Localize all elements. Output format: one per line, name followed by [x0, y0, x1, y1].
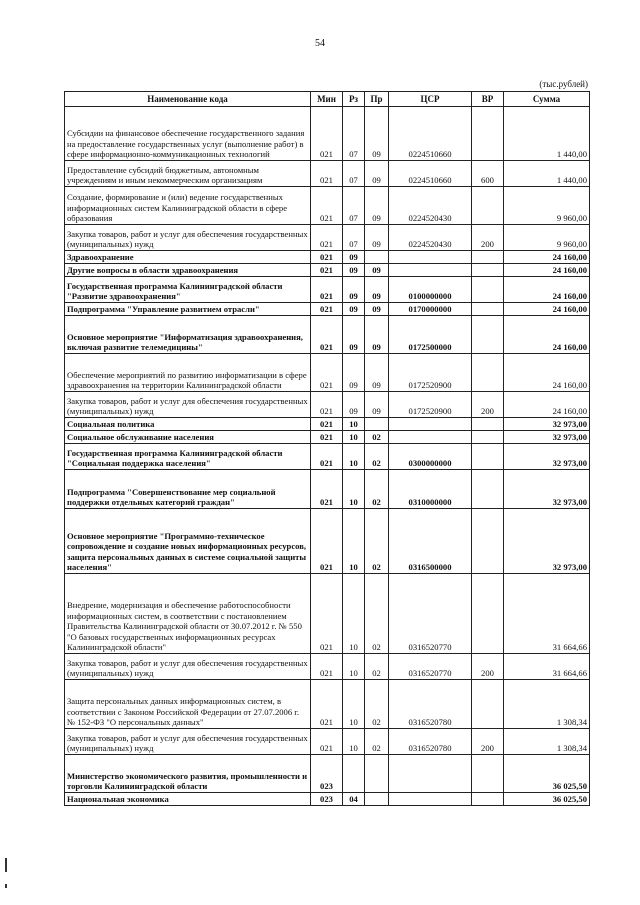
table-row: [65, 303, 590, 316]
row-pr: 09: [365, 392, 389, 418]
row-pr: 09: [365, 316, 389, 354]
row-csr: 0300000000: [389, 444, 472, 470]
row-sum: 24 160,00: [504, 303, 590, 316]
row-name: Закупка товаров, работ и услуг для обеспечения государственных (муниципальных) нужд: [65, 729, 311, 755]
row-min: 021: [311, 509, 343, 574]
row-rz: 09: [343, 354, 365, 392]
row-name: Закупка товаров, работ и услуг для обеспечения государственных (муниципальных) нужд: [65, 654, 311, 680]
row-csr: [389, 418, 472, 431]
row-name: Социальное обслуживание населения: [65, 431, 311, 444]
row-csr: [389, 755, 472, 793]
row-min: 021: [311, 444, 343, 470]
row-name: Закупка товаров, работ и услуг для обеспечения государственных (муниципальных) нужд: [65, 392, 311, 418]
row-min: 021: [311, 574, 343, 654]
row-name: Здравоохранение: [65, 251, 311, 264]
row-pr: 09: [365, 264, 389, 277]
row-min: 021: [311, 107, 343, 161]
table-row: [65, 161, 590, 187]
row-name: Субсидии на финансовое обеспечение государственного задания на предоставление государственных услуг (выполнение работ) в сфере информационно-коммуникационных технологий: [65, 107, 311, 161]
row-name: Государственная программа Калининградской области "Развитие здравоохранения": [65, 277, 311, 303]
row-name: Обеспечение мероприятий по развитию информатизации в сфере здравоохранения на территории Калининградской области: [65, 354, 311, 392]
row-min: 021: [311, 680, 343, 729]
row-pr: [365, 418, 389, 431]
row-rz: 10: [343, 509, 365, 574]
row-csr: 0316520770: [389, 574, 472, 654]
row-pr: [365, 793, 389, 806]
row-vr: [472, 431, 504, 444]
row-min: 021: [311, 470, 343, 509]
budget-table: [64, 91, 590, 806]
table-row: [65, 354, 590, 392]
row-min: 021: [311, 654, 343, 680]
row-vr: [472, 187, 504, 225]
row-min: 023: [311, 793, 343, 806]
row-pr: 02: [365, 509, 389, 574]
table-row: [65, 392, 590, 418]
row-csr: 0224520430: [389, 187, 472, 225]
row-csr: [389, 793, 472, 806]
row-pr: 09: [365, 161, 389, 187]
row-sum: 1 308,34: [504, 680, 590, 729]
row-sum: 31 664,66: [504, 654, 590, 680]
row-name: Основное мероприятие "Программно-техническое сопровождение и создание новых информационных ресурсов, защита персональных данных в системе социальной защиты населения": [65, 509, 311, 574]
table-row: [65, 793, 590, 806]
table-row: [65, 277, 590, 303]
row-sum: 36 025,50: [504, 755, 590, 793]
row-rz: 10: [343, 654, 365, 680]
row-name: Предоставление субсидий бюджетным, автономным учреждениям и иным некоммерческим организациям: [65, 161, 311, 187]
row-csr: 0224510660: [389, 161, 472, 187]
row-sum: 24 160,00: [504, 251, 590, 264]
header-csr: ЦСР: [389, 92, 472, 107]
row-vr: [472, 444, 504, 470]
row-sum: 32 973,00: [504, 431, 590, 444]
row-vr: [472, 316, 504, 354]
row-name: Другие вопросы в области здравоохранения: [65, 264, 311, 277]
row-sum: 32 973,00: [504, 509, 590, 574]
row-name: Министерство экономического развития, промышленности и торговли Калининградской области: [65, 755, 311, 793]
table-row: [65, 251, 590, 264]
row-name: Национальная экономика: [65, 793, 311, 806]
header-pr: Пр: [365, 92, 389, 107]
row-min: 021: [311, 264, 343, 277]
row-vr: [472, 303, 504, 316]
row-vr: 200: [472, 729, 504, 755]
row-vr: [472, 509, 504, 574]
header-vr: ВР: [472, 92, 504, 107]
row-pr: 02: [365, 444, 389, 470]
row-sum: 24 160,00: [504, 277, 590, 303]
row-name: Внедрение, модернизация и обеспечение работоспособности информационных систем, в соответствии с постановлением Правительства Калининградской области от 30.07.2012 г. № 550 "О базовых государственных информационных ресурсах Калининградской области": [65, 574, 311, 654]
row-sum: 1 440,00: [504, 107, 590, 161]
row-rz: 10: [343, 418, 365, 431]
table-row: [65, 187, 590, 225]
row-rz: 04: [343, 793, 365, 806]
row-vr: 600: [472, 161, 504, 187]
row-vr: [472, 251, 504, 264]
units-note: (тыс.рублей): [539, 79, 588, 89]
row-csr: 0224510660: [389, 107, 472, 161]
row-vr: [472, 793, 504, 806]
row-name: Государственная программа Калининградской области "Социальная поддержка населения": [65, 444, 311, 470]
row-vr: 200: [472, 225, 504, 251]
table-row: [65, 654, 590, 680]
row-min: 023: [311, 755, 343, 793]
row-sum: 24 160,00: [504, 392, 590, 418]
row-vr: [472, 264, 504, 277]
row-csr: 0170000000: [389, 303, 472, 316]
row-sum: 32 973,00: [504, 418, 590, 431]
row-name: Подпрограмма "Управление развитием отрасли": [65, 303, 311, 316]
table-row: [65, 574, 590, 654]
row-pr: 02: [365, 574, 389, 654]
row-pr: 09: [365, 303, 389, 316]
row-vr: [472, 680, 504, 729]
row-rz: 07: [343, 161, 365, 187]
row-pr: [365, 251, 389, 264]
row-sum: 9 960,00: [504, 187, 590, 225]
table-row: [65, 316, 590, 354]
row-csr: 0172500000: [389, 316, 472, 354]
row-rz: 09: [343, 392, 365, 418]
row-sum: 36 025,50: [504, 793, 590, 806]
row-min: 021: [311, 251, 343, 264]
row-vr: [472, 755, 504, 793]
row-rz: 07: [343, 225, 365, 251]
row-name: Основное мероприятие "Информатизация здравоохранения, включая развитие телемедицины": [65, 316, 311, 354]
row-min: 021: [311, 303, 343, 316]
row-sum: 1 440,00: [504, 161, 590, 187]
row-rz: 10: [343, 680, 365, 729]
row-name: Создание, формирование и (или) ведение государственных информационных систем Калининградской области в сфере образования: [65, 187, 311, 225]
row-rz: 09: [343, 316, 365, 354]
row-pr: 09: [365, 187, 389, 225]
row-csr: 0316500000: [389, 509, 472, 574]
row-rz: 10: [343, 444, 365, 470]
row-pr: 09: [365, 225, 389, 251]
row-vr: [472, 107, 504, 161]
row-pr: 09: [365, 107, 389, 161]
row-csr: [389, 264, 472, 277]
table-row: [65, 418, 590, 431]
row-name: Защита персональных данных информационных систем, в соответствии с Законом Российской Федерации от 27.07.2006 г. № 152-ФЗ "О персональных данных": [65, 680, 311, 729]
row-sum: 24 160,00: [504, 264, 590, 277]
table-row: [65, 264, 590, 277]
row-sum: 1 308,34: [504, 729, 590, 755]
table-row: [65, 680, 590, 729]
row-min: 021: [311, 431, 343, 444]
header-min: Мин: [311, 92, 343, 107]
row-csr: 0224520430: [389, 225, 472, 251]
table-row: [65, 431, 590, 444]
row-rz: 09: [343, 251, 365, 264]
row-sum: 24 160,00: [504, 316, 590, 354]
row-name: Подпрограмма "Совершенствование мер социальной поддержки отдельных категорий граждан": [65, 470, 311, 509]
row-vr: 200: [472, 654, 504, 680]
scan-mark: [5, 884, 7, 888]
row-csr: 0172520900: [389, 354, 472, 392]
row-min: 021: [311, 392, 343, 418]
row-csr: [389, 251, 472, 264]
row-min: 021: [311, 418, 343, 431]
row-rz: 10: [343, 729, 365, 755]
row-csr: 0310000000: [389, 470, 472, 509]
row-pr: 02: [365, 470, 389, 509]
row-pr: 02: [365, 729, 389, 755]
row-rz: 09: [343, 303, 365, 316]
row-min: 021: [311, 187, 343, 225]
row-vr: [472, 354, 504, 392]
row-rz: [343, 755, 365, 793]
page-number: 54: [315, 38, 325, 49]
row-sum: 31 664,66: [504, 574, 590, 654]
row-vr: [472, 418, 504, 431]
row-csr: 0316520770: [389, 654, 472, 680]
row-pr: 02: [365, 431, 389, 444]
table-row: [65, 225, 590, 251]
header-sum: Сумма: [504, 92, 590, 107]
row-min: 021: [311, 277, 343, 303]
row-pr: [365, 755, 389, 793]
header-rz: Рз: [343, 92, 365, 107]
table-row: [65, 107, 590, 161]
scan-mark: [5, 858, 7, 872]
row-name: Социальная политика: [65, 418, 311, 431]
row-csr: 0100000000: [389, 277, 472, 303]
row-pr: 02: [365, 654, 389, 680]
row-rz: 10: [343, 431, 365, 444]
row-min: 021: [311, 729, 343, 755]
row-csr: 0172520900: [389, 392, 472, 418]
row-vr: [472, 470, 504, 509]
row-vr: [472, 277, 504, 303]
table-row: [65, 729, 590, 755]
row-pr: 02: [365, 680, 389, 729]
row-rz: 10: [343, 574, 365, 654]
row-vr: [472, 574, 504, 654]
row-rz: 09: [343, 264, 365, 277]
row-sum: 32 973,00: [504, 470, 590, 509]
row-min: 021: [311, 354, 343, 392]
row-min: 021: [311, 225, 343, 251]
row-csr: 0316520780: [389, 680, 472, 729]
table-row: [65, 509, 590, 574]
row-sum: 24 160,00: [504, 354, 590, 392]
row-sum: 32 973,00: [504, 444, 590, 470]
row-rz: 07: [343, 187, 365, 225]
row-min: 021: [311, 161, 343, 187]
row-csr: 0316520780: [389, 729, 472, 755]
table-row: [65, 755, 590, 793]
row-name: Закупка товаров, работ и услуг для обеспечения государственных (муниципальных) нужд: [65, 225, 311, 251]
table-header-row: [65, 92, 590, 107]
row-csr: [389, 431, 472, 444]
row-rz: 07: [343, 107, 365, 161]
row-pr: 09: [365, 277, 389, 303]
row-pr: 09: [365, 354, 389, 392]
row-vr: 200: [472, 392, 504, 418]
row-min: 021: [311, 316, 343, 354]
row-rz: 10: [343, 470, 365, 509]
row-sum: 9 960,00: [504, 225, 590, 251]
row-rz: 09: [343, 277, 365, 303]
header-name: Наименование кода: [65, 92, 311, 107]
table-row: [65, 444, 590, 470]
table-row: [65, 470, 590, 509]
